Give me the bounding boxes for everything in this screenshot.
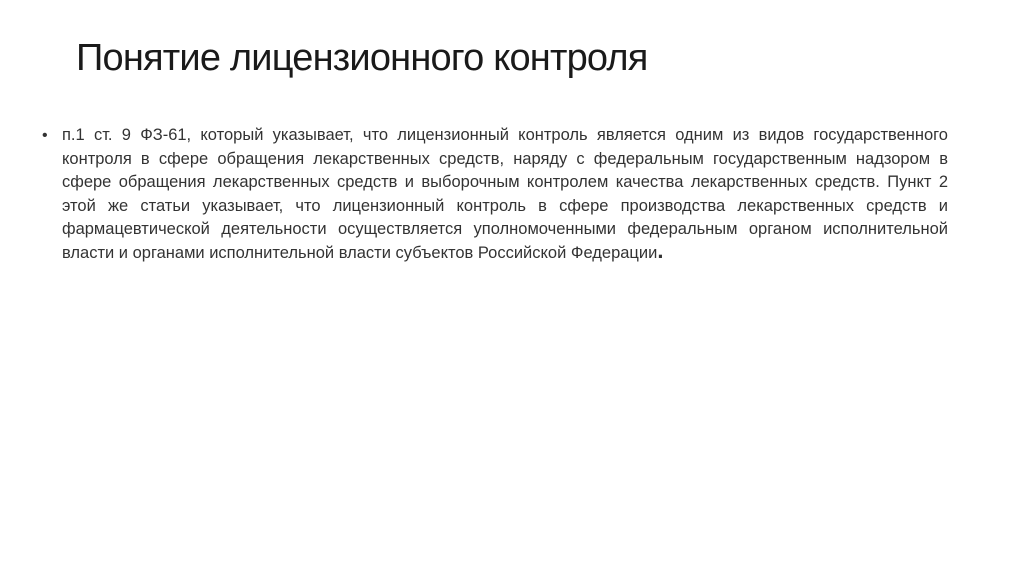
bullet-text-paragraph	[62, 124, 948, 265]
bullet-item	[42, 124, 948, 265]
bullet-end-punctuation: .	[657, 237, 664, 263]
slide-content	[42, 124, 948, 265]
bullet-marker-icon: •	[42, 127, 48, 144]
slide-title: Понятие лицензионного контроля	[76, 37, 648, 79]
bullet-text: п.1 ст. 9 ФЗ-61, который указывает, что лицензионный контроль является одним из видов государственного контроля в сфере обращения лекарственных средств, наряду с федеральным государственным надзором в сфере обращения лекарственных средств и выборочным контролем качества лекарственных средств. Пункт 2 этой же статьи указывает, что лицензионный контроль в сфере производства лекарственных средств и фармацевтической деятельности осуществляется уполномоченными федеральным органом исполнительной власти и органами исполнительной власти субъектов Российской Федерации	[62, 126, 948, 262]
